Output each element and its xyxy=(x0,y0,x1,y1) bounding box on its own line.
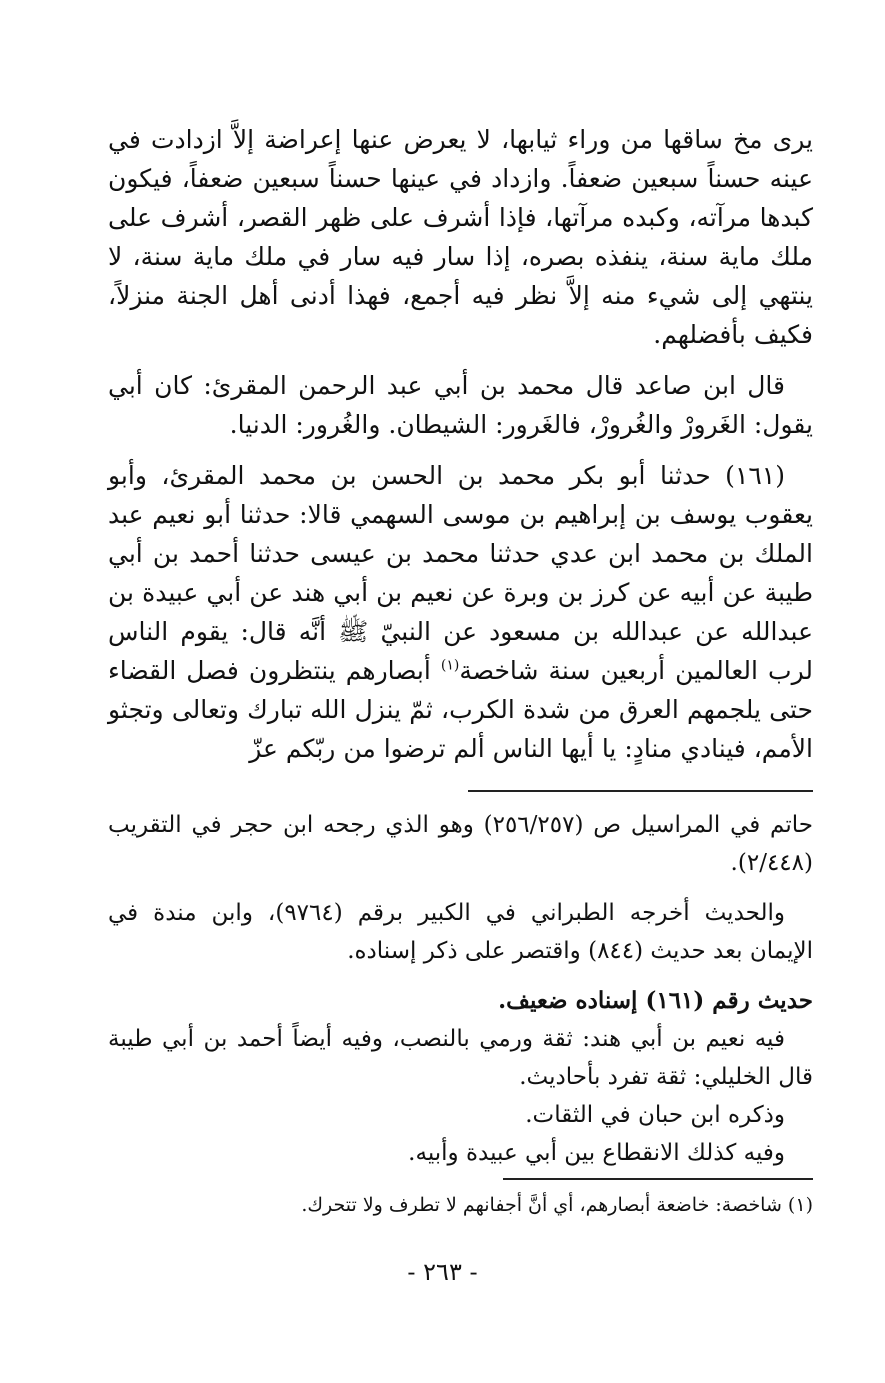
footnote-shakhisa: (١) شاخصة: خاضعة أبصارهم، أي أنَّ أجفانهم لا تطرف ولا تتحرك. xyxy=(301,1194,813,1216)
hadith-text-part-1: (١٦١) حدثنا أبو بكر محمد بن الحسن بن محمد المقرئ، وأبو يعقوب يوسف بن إبراهيم بن موسى السهمي قالا: حدثنا أبو نعيم عبد الملك بن محمد ابن عدي حدثنا محمد بن عيسى حدثنا أحمد بن أبي طيبة عن أبيه عن كرز بن وبرة عن نعيم بن أبي هند عن أبي عبيدة بن عبدالله عن عبدالله بن مسعود عن النبيّ ﷺ أنَّه قال: يقوم الناس لرب العالمين أربعين سنة شاخصة xyxy=(108,461,813,685)
note-line-hatim: حاتم في المراسيل ص (٢٥٦/٢٥٧) وهو الذي رجحه ابن حجر في التقريب (٢/٤٤٨). xyxy=(108,812,813,876)
notes-separator xyxy=(468,790,813,792)
hadith-text-part-2: أبصارهم ينتظرون فصل القضاء حتى يلجمهم العرق من شدة الكرب، ثمّ ينزل الله تبارك وتعالى وتجثو الأمم، فينادي منادٍ: يا أيها الناس ألم ترضوا من ربّكم عزّ xyxy=(108,656,813,763)
footnote-separator xyxy=(503,1178,813,1180)
note-line-naeem: فيه نعيم بن أبي هند: ثقة ورمي بالنصب، وفيه أيضاً أحمد بن أبي طيبة قال الخليلي: ثقة تفرد بأحاديث. xyxy=(108,1026,813,1090)
note-line-inqitaa: وفيه كذلك الانقطاع بين أبي عبيدة وأبيه. xyxy=(408,1140,785,1166)
paragraph-continuation: يرى مخ ساقها من وراء ثيابها، لا يعرض عنها إعراضة إلاَّ ازدادت في عينه حسناً سبعين ضعفاً. وازداد في عينها حسناً سبعين ضعفاً، فيكون كبدها مرآته، وكبده مرآتها، فإذا أشرف على ظهر القصر، أشرف على ملك ماية سنة، ينفذه بصره، إذا سار فيه سار في ملك ماية سنة، لا ينتهي إلى شيء منه إلاَّ نظر فيه أجمع، فهذا أدنى أهل الجنة منزلاً، فكيف بأفضلهم. xyxy=(108,125,813,349)
footnote-marker: (١) xyxy=(440,657,460,674)
paragraph-hadith-161 xyxy=(108,456,813,768)
note-line-ibn-hibban: وذكره ابن حبان في الثقات. xyxy=(525,1102,785,1128)
page-number: - ٢٦٣ - xyxy=(407,1258,478,1286)
note-heading-hadith-grade: حديث رقم (١٦١) إسناده ضعيف. xyxy=(498,987,813,1014)
page-body xyxy=(108,120,813,1220)
paragraph-ibn-saed: قال ابن صاعد قال محمد بن أبي عبد الرحمن المقرئ: كان أبي يقول: الغَرورْ والغُرورْ، فالغَرور: الشيطان. والغُرور: الدنيا. xyxy=(108,371,813,439)
note-line-tabarani: والحديث أخرجه الطبراني في الكبير برقم (٩٧٦٤)، وابن مندة في الإيمان بعد حديث (٨٤٤) واقتصر على ذكر إسناده. xyxy=(108,900,813,964)
